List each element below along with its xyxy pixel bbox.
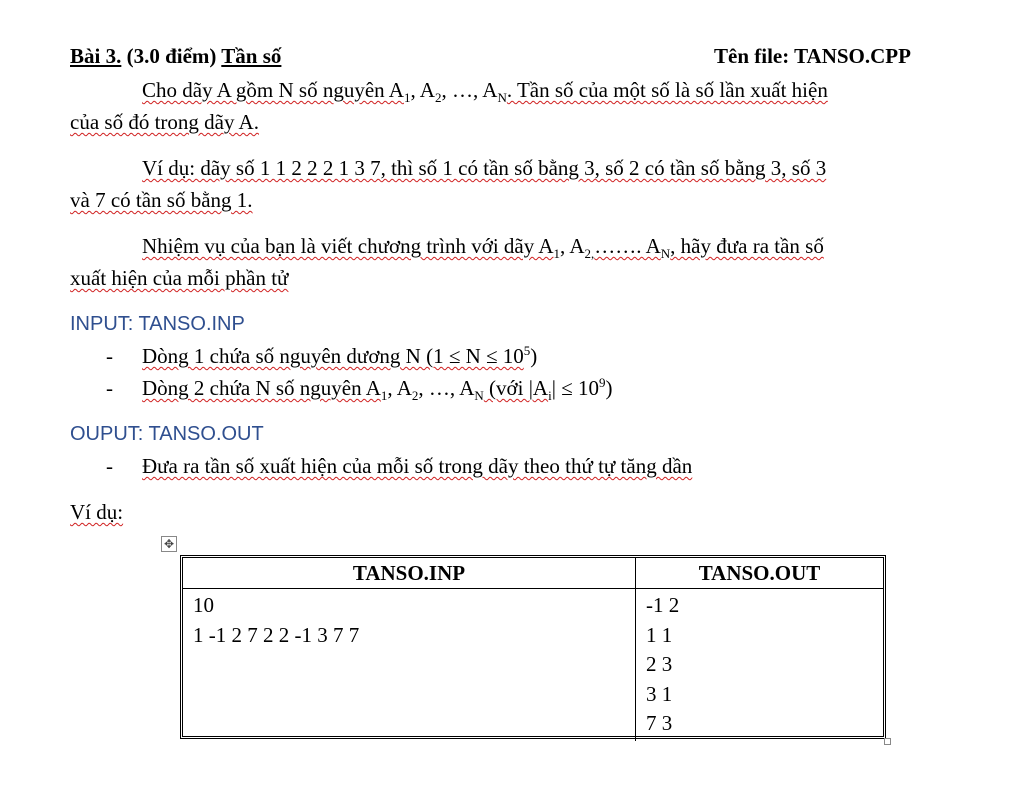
out-line: 1 1	[646, 622, 673, 647]
out-line: -1 2	[646, 593, 680, 617]
example-label	[70, 496, 1000, 528]
title-row	[70, 40, 1000, 74]
problem-title	[70, 40, 281, 72]
inp-line: 1 -1 2 7 2 2 -1 3 7 7	[193, 622, 360, 647]
sup-9: 9	[598, 375, 606, 390]
input-heading: INPUT: TANSO.INP	[70, 313, 245, 335]
example-line-1: Ví dụ: dãy số 1 1 2 2 2 1 3 7, thì số 1 có tần số bằng 3, số 2 có tần số bằng 3, số 3	[142, 156, 827, 180]
out-line: 2 3	[646, 652, 673, 676]
file-name: Tên file: TANSO.CPP	[714, 44, 911, 68]
sub-2: 2	[434, 90, 442, 106]
input-line-1-close: )	[530, 344, 538, 368]
problem-number: Bài 3.	[70, 44, 122, 68]
input-bullet-2	[70, 372, 1000, 404]
dash: -	[106, 376, 113, 400]
intro-text-3: , …, A	[441, 78, 498, 102]
dash: -	[106, 454, 113, 478]
sub-1: 1	[403, 90, 411, 106]
input-line-2-b: , A	[387, 376, 412, 400]
input-line-2-text: Dòng 2 chứa N số nguyên A	[142, 376, 381, 400]
intro-text-4: . Tần số của một số là số lần xuất hiện	[506, 78, 828, 102]
example-line-2: và 7 có tần số bằng 1.	[70, 188, 253, 212]
problem-name: Tần số	[221, 44, 282, 68]
input-line-2-d: (với |A	[483, 376, 549, 400]
sub-2: 2	[411, 388, 419, 404]
table-header-inp: TANSO.INP	[183, 558, 636, 589]
sub-1: 1	[380, 388, 388, 404]
input-bullet-1	[70, 340, 1000, 372]
document-body	[70, 40, 1000, 528]
sup-5: 5	[523, 343, 531, 358]
table-cell-inp[interactable]	[183, 589, 636, 741]
out-line: 3 1	[646, 681, 673, 706]
table-header-out: TANSO.OUT	[636, 558, 884, 589]
task-text-3: ……. A	[594, 234, 661, 258]
out-line: 7 3	[646, 711, 673, 735]
task-text-4: , hãy đưa ra tần số	[670, 234, 824, 258]
output-heading: OUPUT: TANSO.OUT	[70, 423, 264, 445]
task-sub-2: 2,	[584, 246, 595, 262]
example-paragraph	[70, 152, 1000, 216]
dash: -	[106, 344, 113, 368]
intro-text-2: , A	[410, 78, 435, 102]
problem-points: (3.0 điểm)	[126, 44, 217, 68]
sub-n: N	[497, 90, 507, 106]
example-label-text: Ví dụ:	[70, 500, 124, 524]
table-resize-handle[interactable]	[884, 738, 891, 745]
output-line-1: Đưa ra tần số xuất hiện của mỗi số trong dãy theo thứ tự tăng dần	[142, 454, 693, 478]
table-move-icon[interactable]: ✥	[161, 536, 177, 552]
input-line-1-text: Dòng 1 chứa số nguyên dương N (1 ≤ N ≤ 10	[142, 344, 524, 368]
task-paragraph	[70, 230, 1000, 294]
task-sub-n: N	[660, 246, 671, 262]
intro-line-2: của số đó trong dãy A.	[70, 110, 259, 134]
task-line-2: xuất hiện của mỗi phần tử	[70, 266, 289, 290]
sub-n: N	[474, 388, 484, 404]
task-text-1: Nhiệm vụ của bạn là viết chương trình với dãy A	[142, 234, 554, 258]
input-line-2-e: | ≤ 10	[551, 376, 599, 400]
example-table	[180, 555, 886, 739]
input-line-2-c: , …, A	[418, 376, 475, 400]
inp-line: 10	[193, 593, 214, 617]
task-text-2: , A	[560, 234, 585, 258]
output-bullet-1	[70, 450, 1000, 482]
intro-text-1: Cho dãy A gồm N số nguyên A	[142, 78, 404, 102]
intro-paragraph	[70, 74, 1000, 138]
input-line-2-f: )	[605, 376, 613, 400]
sub-i: i	[548, 388, 552, 404]
task-sub-1: 1	[553, 246, 560, 262]
table-cell-out[interactable]	[636, 589, 884, 741]
